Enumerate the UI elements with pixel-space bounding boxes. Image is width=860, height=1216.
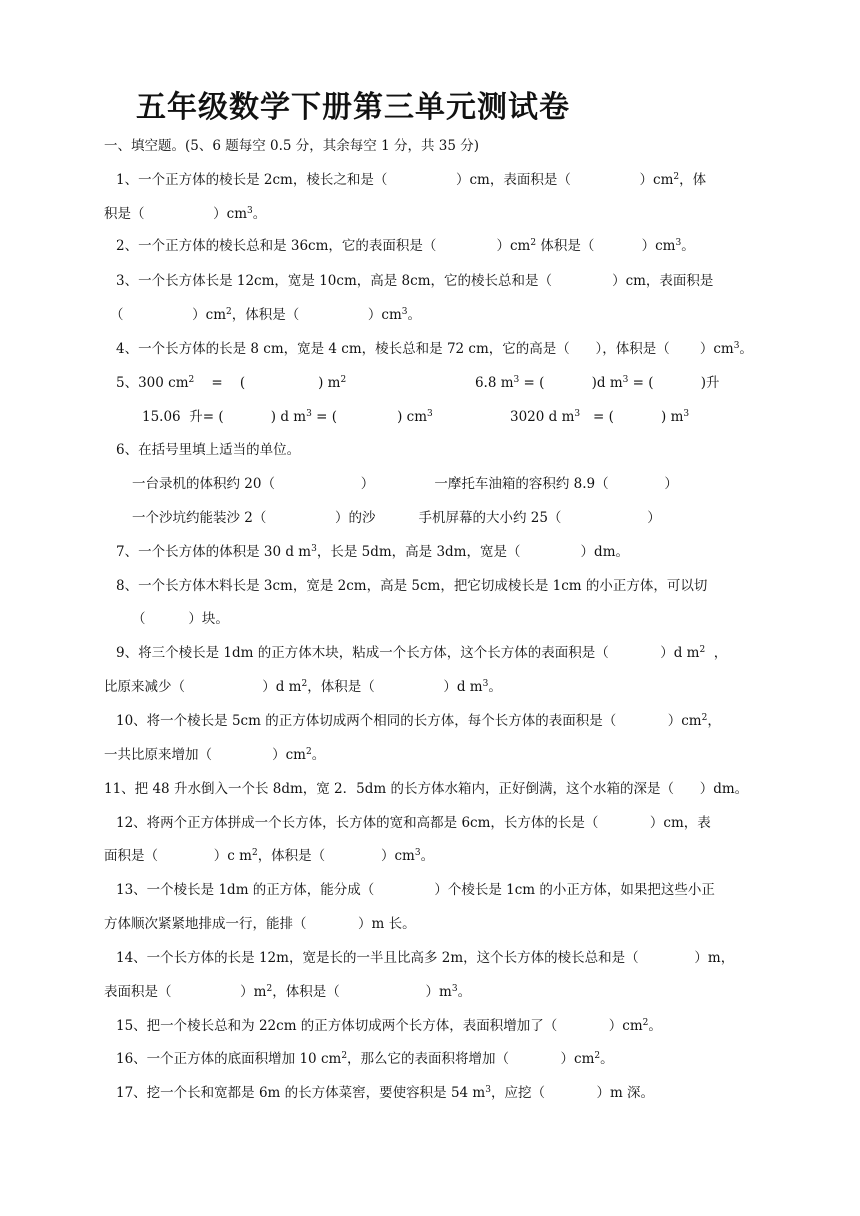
text-run: 2、一个正方体的棱长总和是 36cm，它的表面积是（ ）cm bbox=[116, 238, 531, 254]
section-heading: 一、填空题。(5、6 题每空 0.5 分，其余每空 1 分，共 35 分) bbox=[104, 138, 479, 154]
text-run: ， bbox=[705, 645, 728, 661]
text-run: 。 bbox=[681, 238, 695, 254]
text-run: 一台录机的体积约 20（ ） 一摩托车油箱的容积约 8.9（ ） bbox=[132, 476, 678, 492]
question-line bbox=[116, 1016, 662, 1036]
question-line bbox=[116, 440, 300, 460]
question-line bbox=[104, 982, 471, 1002]
superscript: 3 bbox=[485, 1085, 491, 1095]
question-line bbox=[132, 609, 229, 629]
superscript: 3 bbox=[306, 409, 312, 419]
text-run: 体积是（ ）cm bbox=[536, 238, 676, 254]
superscript: 2 bbox=[594, 1051, 601, 1061]
question-line bbox=[104, 204, 266, 224]
superscript: 2 bbox=[699, 645, 706, 655]
text-run: ，长是 5dm，高是 3dm，宽是（ ）dm。 bbox=[316, 544, 629, 560]
superscript: 3 bbox=[683, 409, 690, 419]
text-run: ，体积是（ ）m bbox=[272, 984, 452, 1000]
text-run: 3020 d m bbox=[432, 409, 575, 425]
superscript: 3 bbox=[622, 375, 629, 385]
text-run: 。 bbox=[739, 341, 753, 357]
question-line bbox=[116, 542, 629, 562]
text-run: ，体 bbox=[679, 172, 707, 188]
superscript: 3 bbox=[513, 375, 520, 385]
text-run: 积是（ ）cm bbox=[104, 206, 248, 222]
question-line bbox=[116, 948, 734, 968]
text-run: = ( )升 bbox=[628, 375, 720, 391]
question-line bbox=[104, 779, 748, 799]
text-run: 11、把 48 升水倒入一个长 8dm，宽 2．5dm 的长方体水箱内，正好倒满，这个水箱的深是（ ）dm。 bbox=[104, 781, 749, 797]
superscript: 3 bbox=[675, 238, 682, 248]
question-line bbox=[104, 846, 434, 866]
superscript: 3 bbox=[401, 307, 408, 317]
question-line bbox=[116, 271, 713, 291]
superscript: 3 bbox=[311, 544, 317, 554]
text-run: 。 bbox=[420, 848, 435, 864]
text-run: 13、一个棱长是 1dm 的正方体，能分成（ ）个棱长是 1cm 的小正方体，如果把这些小正 bbox=[116, 882, 715, 898]
text-run: 比原来减少（ ）d m bbox=[104, 679, 302, 695]
text-run: 。 bbox=[252, 206, 267, 222]
superscript: 3 bbox=[574, 409, 581, 419]
text-run: 7、一个长方体的体积是 30 d m bbox=[116, 544, 312, 560]
superscript: 2 bbox=[226, 307, 232, 317]
superscript: 3 bbox=[247, 206, 253, 216]
text-run: 12、将两个正方体拼成一个长方体，长方体的宽和高都是 6cm，长方体的长是（ ）cm，表 bbox=[116, 815, 711, 831]
text-run: 。 bbox=[488, 679, 502, 695]
text-run: ，应挖（ ）m 深。 bbox=[490, 1085, 655, 1101]
superscript: 3 bbox=[733, 341, 740, 351]
question-line bbox=[110, 305, 421, 325]
superscript: 3 bbox=[451, 984, 458, 994]
text-run: = ( ) m bbox=[194, 375, 341, 391]
question-line bbox=[132, 474, 678, 494]
text-run: 17、挖一个长和宽都是 6m 的长方体菜窖，要使容积是 54 m bbox=[116, 1085, 486, 1101]
question-line bbox=[132, 508, 661, 528]
text-run: 15.06 升= ( ) d m bbox=[142, 409, 307, 425]
text-run: 面积是（ ）c m bbox=[104, 848, 252, 864]
question-line bbox=[142, 407, 689, 427]
text-run: 方体顺次紧紧地排成一行，能排（ ）m 长。 bbox=[104, 916, 416, 932]
superscript: 2 bbox=[341, 1051, 348, 1061]
text-run: 。 bbox=[648, 1018, 662, 1034]
text-run: = ( ) m bbox=[580, 409, 684, 425]
text-run: 16、一个正方体的底面积增加 10 cm bbox=[116, 1051, 342, 1067]
text-run: 。 bbox=[407, 307, 422, 323]
text-run: 一共比原来增加（ ）cm bbox=[104, 747, 306, 763]
text-run: 一个沙坑约能装沙 2（ ）的沙 手机屏幕的大小约 25（ ） bbox=[132, 510, 661, 526]
text-run: 6、在括号里填上适当的单位。 bbox=[116, 442, 301, 458]
text-run: 10、将一个棱长是 5cm 的正方体切成两个相同的长方体，每个长方体的表面积是（ ）cm bbox=[116, 713, 702, 729]
page-title: 五年级数学下册第三单元测试卷 bbox=[136, 90, 570, 125]
question-line bbox=[104, 745, 325, 765]
question-line bbox=[116, 236, 695, 256]
text-run: 。 bbox=[457, 984, 472, 1000]
text-run: （ ）块。 bbox=[132, 611, 229, 627]
text-run: 8、一个长方体木料长是 3cm，宽是 2cm，高是 5cm，把它切成棱长是 1cm 的小正方体，可以切 bbox=[116, 578, 708, 594]
superscript: 2 bbox=[530, 238, 537, 248]
question-line bbox=[116, 170, 706, 190]
text-run: 。 bbox=[600, 1051, 614, 1067]
text-run: 6.8 m bbox=[346, 375, 514, 391]
superscript: 3 bbox=[482, 679, 489, 689]
text-run: 。 bbox=[311, 747, 326, 763]
text-run: 1、一个正方体的棱长是 2cm，棱长之和是（ ）cm，表面积是（ ）cm bbox=[116, 172, 674, 188]
question-line bbox=[116, 373, 720, 393]
question-line bbox=[116, 339, 753, 359]
question-line bbox=[116, 813, 711, 833]
superscript: 2 bbox=[188, 375, 195, 385]
text-run: 4、一个长方体的长是 8 cm，宽是 4 cm，棱长总和是 72 cm，它的高是（ ），体积是（ ）cm bbox=[116, 341, 734, 357]
text-run: 14、一个长方体的长是 12m，宽是长的一半且比高多 2m，这个长方体的棱长总和是（ ）m， bbox=[116, 950, 735, 966]
text-run: ， bbox=[707, 713, 721, 729]
superscript: 3 bbox=[414, 848, 421, 858]
text-run: ，体积是（ ）cm bbox=[257, 848, 415, 864]
superscript: 3 bbox=[427, 409, 433, 419]
text-run: = ( )d m bbox=[519, 375, 623, 391]
question-line bbox=[104, 914, 416, 934]
superscript: 2 bbox=[266, 984, 273, 994]
superscript: 2 bbox=[301, 679, 308, 689]
text-run: 3、一个长方体长是 12cm，宽是 10cm，高是 8cm，它的棱长总和是（ ）cm，表面积是 bbox=[116, 273, 714, 289]
text-run: = ( ) cm bbox=[311, 409, 428, 425]
text-run: 9、将三个棱长是 1dm 的正方体木块，粘成一个长方体，这个长方体的表面积是（ ）d m bbox=[116, 645, 700, 661]
text-run: 表面积是（ ）m bbox=[104, 984, 267, 1000]
text-run: （ ）cm bbox=[110, 307, 227, 323]
question-line bbox=[116, 1083, 654, 1103]
superscript: 2 bbox=[673, 172, 680, 182]
text-run: ，体积是（ ）d m bbox=[307, 679, 483, 695]
superscript: 2 bbox=[701, 713, 708, 723]
superscript: 2 bbox=[251, 848, 258, 858]
text-run: 5、300 cm bbox=[116, 375, 189, 391]
question-line bbox=[116, 576, 707, 596]
question-line bbox=[116, 1049, 614, 1069]
question-line bbox=[104, 677, 502, 697]
superscript: 2 bbox=[305, 747, 312, 757]
text-run: 15、把一个棱长总和为 22cm 的正方体切成两个长方体，表面积增加了（ ）cm bbox=[116, 1018, 643, 1034]
question-line bbox=[116, 711, 721, 731]
text-run: ，体积是（ ）cm bbox=[231, 307, 402, 323]
text-run: ，那么它的表面积将增加（ ）cm bbox=[347, 1051, 595, 1067]
question-line bbox=[116, 643, 727, 663]
superscript: 2 bbox=[642, 1018, 649, 1028]
question-line bbox=[116, 880, 715, 900]
superscript: 2 bbox=[340, 375, 347, 385]
